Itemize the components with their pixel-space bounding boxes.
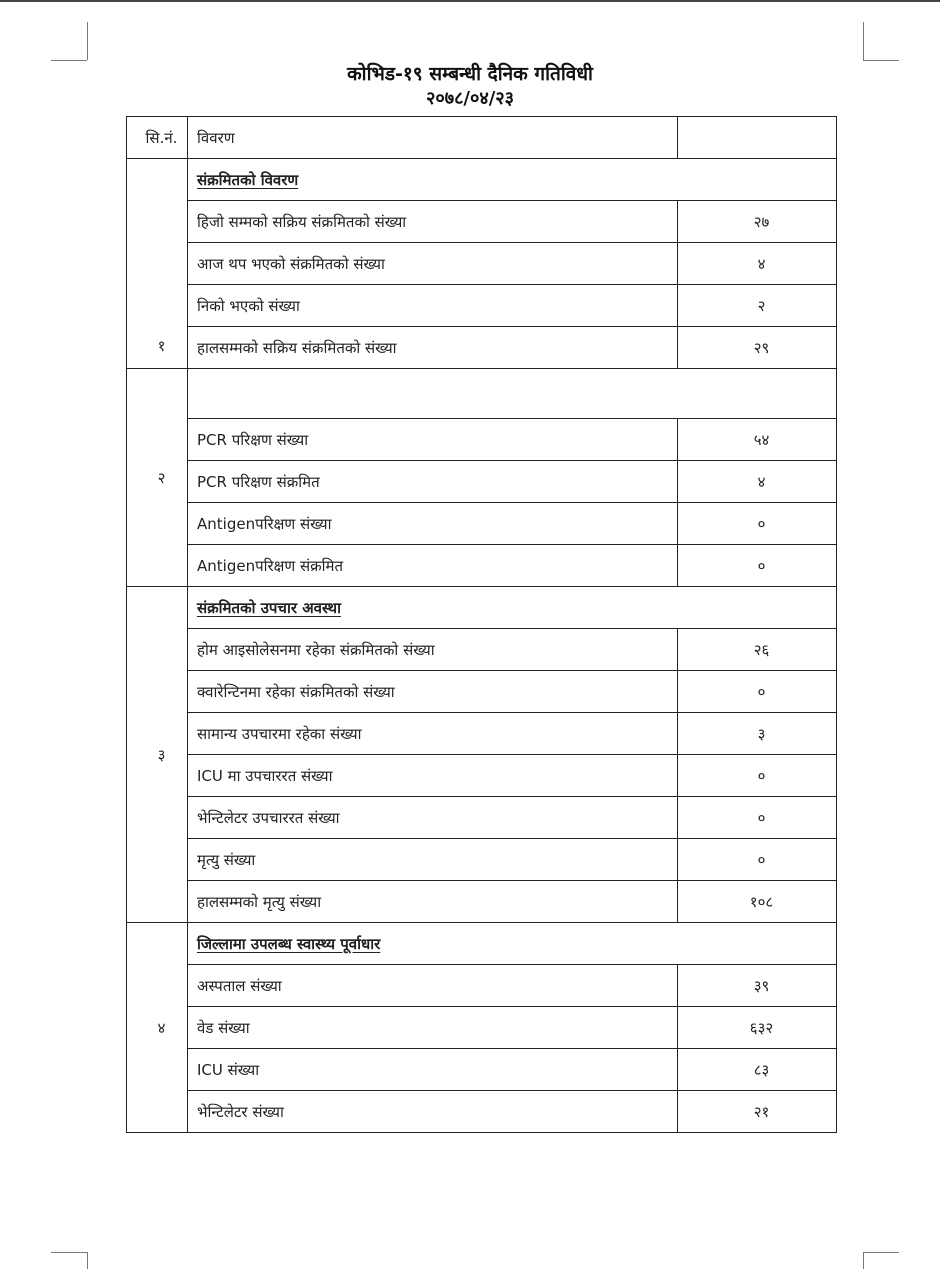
row-label: PCR परिक्षण संक्रमित bbox=[188, 461, 678, 503]
section-title-row bbox=[127, 159, 837, 201]
row-value: ० bbox=[678, 797, 837, 839]
row-value: २६ bbox=[678, 629, 837, 671]
row-label: ICU मा उपचाररत संख्या bbox=[188, 755, 678, 797]
header-sn: सि.नं. bbox=[127, 117, 188, 159]
table-row bbox=[127, 461, 837, 503]
table-row bbox=[127, 1007, 837, 1049]
table-row bbox=[127, 797, 837, 839]
row-label: सामान्य उपचारमा रहेका संख्या bbox=[188, 713, 678, 755]
table-row bbox=[127, 881, 837, 923]
section-title-cell bbox=[188, 159, 837, 201]
table-row bbox=[127, 839, 837, 881]
row-label: निको भएको संख्या bbox=[188, 285, 678, 327]
row-value: ० bbox=[678, 755, 837, 797]
row-label: मृत्यु संख्या bbox=[188, 839, 678, 881]
section-title-cell bbox=[188, 369, 837, 419]
section-title: संक्रमितको विवरण bbox=[197, 170, 299, 189]
group-serial-number: १ bbox=[127, 159, 188, 369]
row-label: Antigenपरिक्षण संक्रमित bbox=[188, 545, 678, 587]
table-row bbox=[127, 755, 837, 797]
table-header-row bbox=[127, 117, 837, 159]
section-title-row bbox=[127, 587, 837, 629]
table-row bbox=[127, 201, 837, 243]
row-value: ८३ bbox=[678, 1049, 837, 1091]
table-row bbox=[127, 327, 837, 369]
row-value: २ bbox=[678, 285, 837, 327]
section-title-cell bbox=[188, 587, 837, 629]
table-row bbox=[127, 419, 837, 461]
top-border-line bbox=[0, 0, 940, 2]
row-label: अस्पताल संख्या bbox=[188, 965, 678, 1007]
row-value: ६३२ bbox=[678, 1007, 837, 1049]
row-label: भेन्टिलेटर संख्या bbox=[188, 1091, 678, 1133]
table-row bbox=[127, 503, 837, 545]
row-label: वेड संख्या bbox=[188, 1007, 678, 1049]
group-serial-number: २ bbox=[127, 369, 188, 587]
row-value: २१ bbox=[678, 1091, 837, 1133]
row-value: ३९ bbox=[678, 965, 837, 1007]
row-value: ४ bbox=[678, 461, 837, 503]
row-label: Antigenपरिक्षण संख्या bbox=[188, 503, 678, 545]
row-label: हालसम्मको मृत्यु संख्या bbox=[188, 881, 678, 923]
row-value: २७ bbox=[678, 201, 837, 243]
table-row bbox=[127, 713, 837, 755]
section-title-row bbox=[127, 369, 837, 419]
row-label: भेन्टिलेटर उपचाररत संख्या bbox=[188, 797, 678, 839]
row-label: क्वारेन्टिनमा रहेका संक्रमितको संख्या bbox=[188, 671, 678, 713]
row-label: होम आइसोलेसनमा रहेका संक्रमितको संख्या bbox=[188, 629, 678, 671]
header-value bbox=[678, 117, 837, 159]
row-value: ५४ bbox=[678, 419, 837, 461]
row-value: ४ bbox=[678, 243, 837, 285]
group-serial-number: ४ bbox=[127, 923, 188, 1133]
table-row bbox=[127, 1049, 837, 1091]
table-row bbox=[127, 671, 837, 713]
header-description: विवरण bbox=[188, 117, 678, 159]
section-title-cell bbox=[188, 923, 837, 965]
section-title: संक्रमितको उपचार अवस्था bbox=[197, 598, 342, 617]
document-title: कोभिड-१९ सम्बन्धी दैनिक गतिविधी bbox=[347, 63, 593, 85]
table-row bbox=[127, 629, 837, 671]
row-value: ० bbox=[678, 545, 837, 587]
document-date: २०७८/०४/२३ bbox=[425, 88, 515, 109]
table-row bbox=[127, 243, 837, 285]
row-label: आज थप भएको संक्रमितको संख्या bbox=[188, 243, 678, 285]
row-value: ३ bbox=[678, 713, 837, 755]
table-row bbox=[127, 285, 837, 327]
section-title-row bbox=[127, 923, 837, 965]
section-title: जिल्लामा उपलब्ध स्वास्थ्य पूर्वाधार bbox=[197, 934, 381, 953]
table-row bbox=[127, 545, 837, 587]
covid-report-table bbox=[126, 116, 837, 1133]
row-value: ० bbox=[678, 671, 837, 713]
row-label: हालसम्मको सक्रिय संक्रमितको संख्या bbox=[188, 327, 678, 369]
group-serial-number: ३ bbox=[127, 587, 188, 923]
row-label: PCR परिक्षण संख्या bbox=[188, 419, 678, 461]
row-label: ICU संख्या bbox=[188, 1049, 678, 1091]
table-row bbox=[127, 1091, 837, 1133]
row-label: हिजो सम्मको सक्रिय संक्रमितको संख्या bbox=[188, 201, 678, 243]
row-value: ० bbox=[678, 503, 837, 545]
row-value: १०८ bbox=[678, 881, 837, 923]
row-value: ० bbox=[678, 839, 837, 881]
table-row bbox=[127, 965, 837, 1007]
row-value: २९ bbox=[678, 327, 837, 369]
